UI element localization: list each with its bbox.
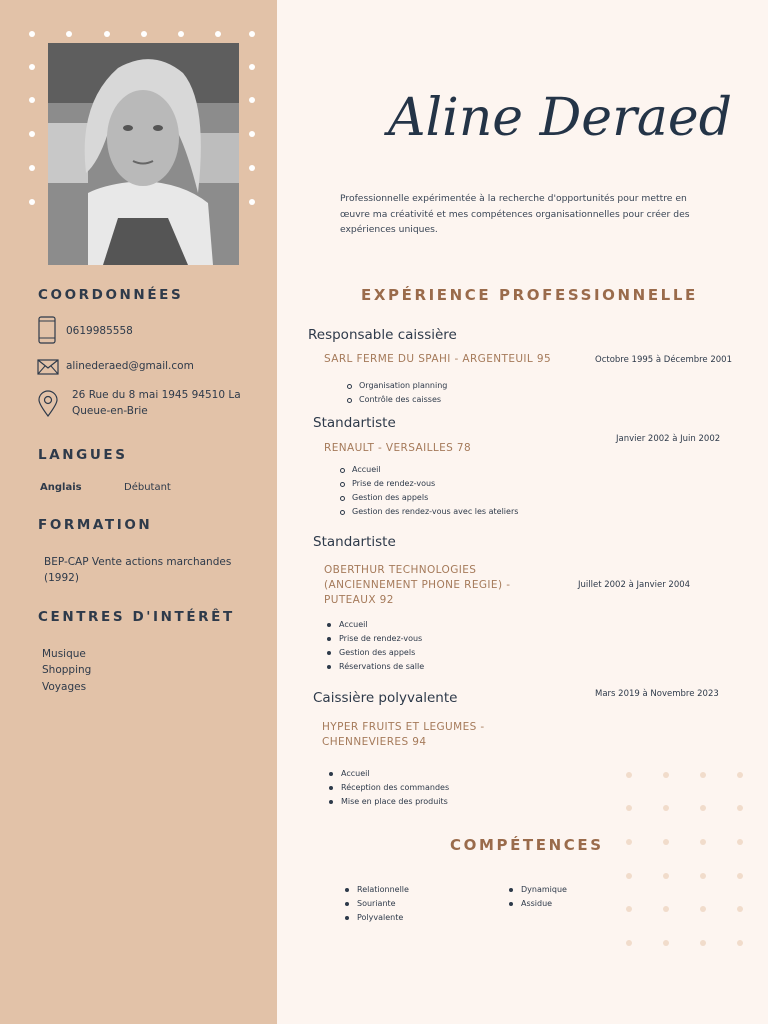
job-task: Prise de rendez-vous [340,477,518,491]
job-company: OBERTHUR TECHNOLOGIES (ANCIENNEMENT PHONE REGIE) - PUTEAUX 92 [324,564,511,606]
job-task: Réservations de salle [327,660,424,674]
job-task: Accueil [340,463,518,477]
languages-heading: LANGUES [38,447,128,463]
job-task: Contrôle des caisses [347,393,447,407]
interests-heading: CENTRES D'INTÉRÊT [38,609,235,625]
job-task: Gestion des appels [340,491,518,505]
language-name: Anglais [40,482,82,493]
skills-heading: COMPÉTENCES [450,836,604,854]
job-task: Organisation planning [347,379,447,393]
job-dates: Octobre 1995 à Décembre 2001 [595,355,733,365]
job-task: Accueil [327,618,424,632]
skill-item: Souriante [345,897,409,911]
phone-icon [38,316,56,348]
postal-address: 26 Rue du 8 mai 1945 94510 La Queue-en-Brie [72,389,241,417]
envelope-icon [37,359,59,379]
job-title: Standartiste [313,534,396,550]
job-title: Responsable caissière [308,327,457,343]
profile-photo [48,43,239,265]
name-signature [300,60,768,160]
job-task-list [327,618,424,674]
job-task: Prise de rendez-vous [327,632,424,646]
interest-item: Voyages [42,681,87,693]
name-text: Aline Deraed [388,88,732,148]
job-title: Standartiste [313,415,396,431]
profile-summary: Professionnelle expérimentée à la recherche d'opportunités pour mettre en œuvre ma créativité et mes compétences organisationnelles pour créer des expériences uniques. [340,193,690,235]
job-task: Mise en place des produits [329,795,449,809]
interest-item: Shopping [42,664,92,676]
skill-item: Polyvalente [345,911,409,925]
language-level: Débutant [124,482,171,493]
job-dates: Juillet 2002 à Janvier 2004 [578,580,691,590]
contact-heading: COORDONNÉES [38,287,184,303]
skill-item: Assidue [509,897,567,911]
job-company: HYPER FRUITS ET LEGUMES - CHENNEVIERES 94 [322,721,485,748]
skills-list-left [345,883,409,925]
job-company: SARL FERME DU SPAHI - ARGENTEUIL 95 [324,353,552,365]
skill-item: Dynamique [509,883,567,897]
job-task: Gestion des rendez-vous avec les ateliers [340,505,518,519]
job-task-list [340,463,518,519]
job-company: RENAULT - VERSAILLES 78 [324,442,472,454]
phone-number[interactable]: 0619985558 [66,325,133,337]
education-heading: FORMATION [38,517,153,533]
job-title: Caissière polyvalente [313,690,458,706]
email-address[interactable]: alinederaed@gmail.com [66,360,194,372]
job-task-list [329,767,449,809]
job-task: Gestion des appels [327,646,424,660]
job-task: Réception des commandes [329,781,449,795]
skill-item: Relationnelle [345,883,409,897]
job-task-list [347,379,447,407]
job-dates: Janvier 2002 à Juin 2002 [616,434,721,444]
job-task: Accueil [329,767,449,781]
education-text: BEP-CAP Vente actions marchandes (1992) [44,556,232,584]
experience-heading: EXPÉRIENCE PROFESSIONNELLE [361,286,698,304]
job-dates: Mars 2019 à Novembre 2023 [595,689,719,699]
skills-list-right [509,883,567,911]
interest-item: Musique [42,648,86,660]
location-pin-icon [38,390,58,421]
